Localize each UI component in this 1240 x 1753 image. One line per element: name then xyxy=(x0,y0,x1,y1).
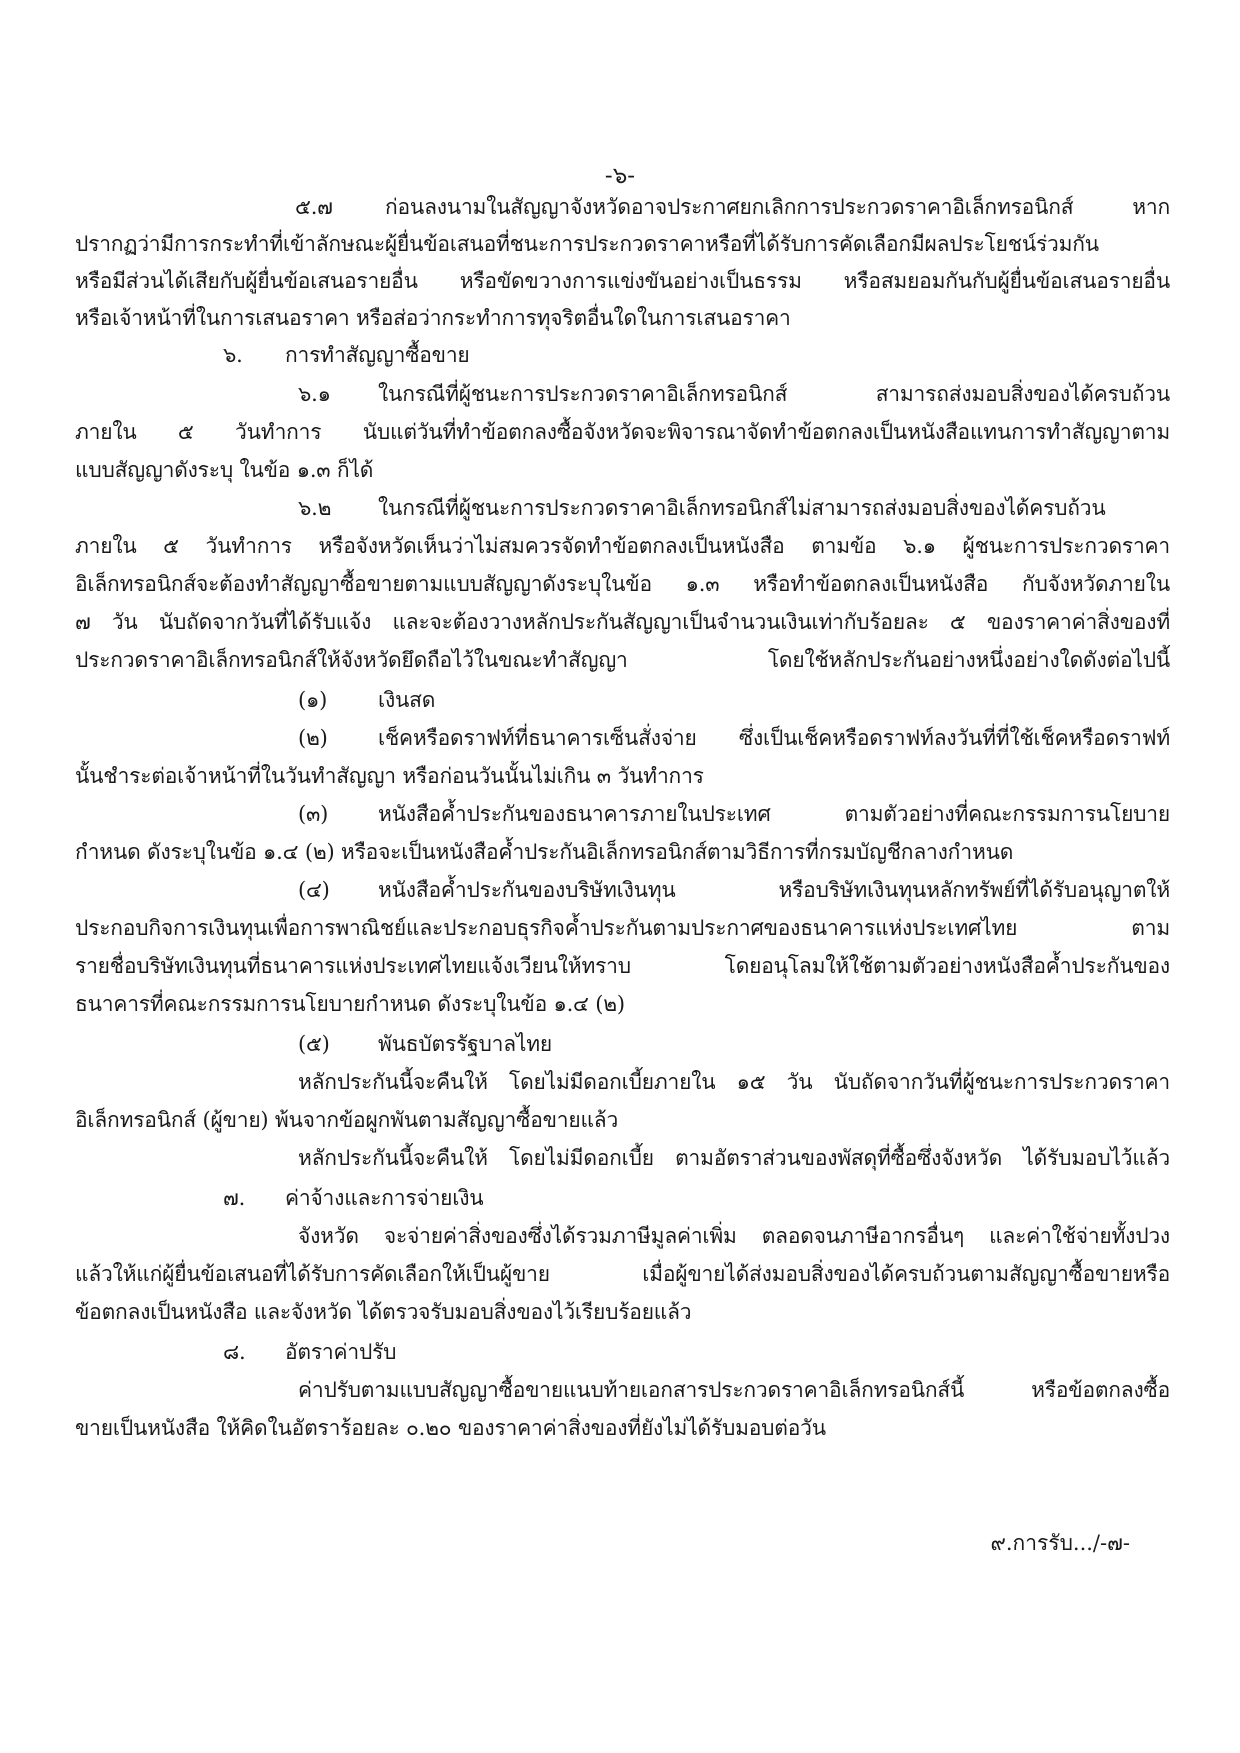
section-7-heading: ๗. ค่าจ้างและการจ่ายเงิน xyxy=(223,1181,823,1215)
guarantee-1: (๑) เงินสด xyxy=(298,683,898,717)
continuation-footer: ๙.การรับ.../-๗- xyxy=(990,1531,1130,1555)
return-paragraph-1-line-1: หลักประกันนี้จะคืนให้ โดยไม่มีดอกเบี้ยภายใน ๑๕ วัน นับถัดจากวันที่ผู้ชนะการประกวดราคา xyxy=(298,1070,1170,1094)
section-8-heading: ๘. อัตราค่าปรับ xyxy=(223,1335,823,1369)
clause-number: ๖.๑ xyxy=(298,382,331,406)
guarantee-5: (๕) พันธบัตรรัฐบาลไทย xyxy=(298,1027,898,1061)
paragraph-5-7-line-4: หรือเจ้าหน้าที่ในการเสนอราคา หรือส่อว่ากระทำการทุจริตอื่นใดในการเสนอราคา xyxy=(75,306,791,330)
paragraph-6-2-line-5: ประกวดราคาอิเล็กทรอนิกส์ให้จังหวัดยึดถือไว้ในขณะทำสัญญา โดยใช้หลักประกันอย่างหนึ่งอย่างใดดังต่อไปนี้ xyxy=(75,648,1170,672)
guarantee-4-line-3: รายชื่อบริษัทเงินทุนที่ธนาคารแห่งประเทศไทยแจ้งเวียนให้ทราบ โดยอนุโลมให้ใช้ตามตัวอย่างหนังสือค้ำประกันของ xyxy=(75,954,1170,978)
guarantee-4-line-4: ธนาคารที่คณะกรรมการนโยบายกำหนด ดังระบุในข้อ ๑.๔ (๒) xyxy=(75,992,625,1016)
paragraph-6-1-line-2: ภายใน ๕ วันทำการ นับแต่วันที่ทำข้อตกลงซื้อจังหวัดจะพิจารณาจัดทำข้อตกลงเป็นหนังสือแทนการทำสัญญาตาม xyxy=(75,420,1170,444)
section-6-heading: ๖. การทำสัญญาซื้อขาย xyxy=(223,338,823,372)
guarantee-4-line-2: ประกอบกิจการเงินทุนเพื่อการพาณิชย์และประกอบธุรกิจค้ำประกันตามประกาศของธนาคารแห่งประเทศไทย ตาม xyxy=(75,916,1170,940)
clause-number: ๕.๗ xyxy=(295,195,333,219)
item-number: (๔) xyxy=(298,878,330,902)
guarantee-3-line-2: กำหนด ดังระบุในข้อ ๑.๔ (๒) หรือจะเป็นหนังสือค้ำประกันอิเล็กทรอนิกส์ตามวิธีการที่กรมบัญชีกลางกำหนด xyxy=(75,840,1014,864)
clause-number: ๖. xyxy=(223,343,243,367)
paragraph-6-2-line-3: อิเล็กทรอนิกส์จะต้องทำสัญญาซื้อขายตามแบบสัญญาดังระบุในข้อ ๑.๓ หรือทำข้อตกลงเป็นหนังสือ กับจังหวัดภายใน xyxy=(75,572,1170,596)
guarantee-4-line-1: (๔) หนังสือค้ำประกันของบริษัทเงินทุน หรือบริษัทเงินทุนหลักทรัพย์ที่ได้รับอนุญาตให้ xyxy=(298,873,1170,907)
paragraph-6-1-line-3: แบบสัญญาดังระบุ ในข้อ ๑.๓ ก็ได้ xyxy=(75,458,374,482)
page-number: -๖- xyxy=(604,163,636,189)
paragraph-6-2-line-2: ภายใน ๕ วันทำการ หรือจังหวัดเห็นว่าไม่สมควรจัดทำข้อตกลงเป็นหนังสือ ตามข้อ ๖.๑ ผู้ชนะการประกวดราคา xyxy=(75,534,1170,558)
guarantee-2-line-2: นั้นชำระต่อเจ้าหน้าที่ในวันทำสัญญา หรือก่อนวันนั้นไม่เกิน ๓ วันทำการ xyxy=(75,764,704,788)
clause-number: ๘. xyxy=(223,1340,246,1364)
item-number: (๒) xyxy=(298,726,328,750)
paragraph-5-7-line-1: ๕.๗ ก่อนลงนามในสัญญาจังหวัดอาจประกาศยกเลิกการประกวดราคาอิเล็กทรอนิกส์ หาก xyxy=(75,190,1170,224)
guarantee-2-line-1: (๒) เช็คหรือดราฟท์ที่ธนาคารเซ็นสั่งจ่าย ซึ่งเป็นเช็คหรือดราฟท์ลงวันที่ที่ใช้เช็คหรือดราฟท์ xyxy=(298,721,1170,755)
clause-number: ๖.๒ xyxy=(298,496,332,520)
item-number: (๓) xyxy=(298,802,329,826)
clause-number: ๗. xyxy=(223,1186,246,1210)
section-7-line-2: แล้วให้แก่ผู้ยื่นข้อเสนอที่ได้รับการคัดเลือกให้เป็นผู้ขาย เมื่อผู้ขายได้ส่งมอบสิ่งของได้ครบถ้วนตามสัญญาซื้อขายหรือ xyxy=(75,1262,1170,1286)
item-number: (๕) xyxy=(298,1032,330,1056)
return-paragraph-2: หลักประกันนี้จะคืนให้ โดยไม่มีดอกเบี้ย ตามอัตราส่วนของพัสดุที่ซื้อซึ่งจังหวัด ได้รับมอบไว้แล้ว xyxy=(298,1146,1170,1170)
paragraph-5-7-line-3: หรือมีส่วนได้เสียกับผู้ยื่นข้อเสนอรายอื่น หรือขัดขวางการแข่งขันอย่างเป็นธรรม หรือสมยอมกันกับผู้ยื่นข้อเสนอรายอื่น xyxy=(75,269,1170,293)
section-7-line-3: ข้อตกลงเป็นหนังสือ และจังหวัด ได้ตรวจรับมอบสิ่งของไว้เรียบร้อยแล้ว xyxy=(75,1300,692,1324)
section-7-line-1: จังหวัด จะจ่ายค่าสิ่งของซึ่งได้รวมภาษีมูลค่าเพิ่ม ตลอดจนภาษีอากรอื่นๆ และค่าใช้จ่ายทั้งปวง xyxy=(298,1224,1170,1248)
paragraph-6-1-line-1: ๖.๑ ในกรณีที่ผู้ชนะการประกวดราคาอิเล็กทรอนิกส์ สามารถส่งมอบสิ่งของได้ครบถ้วน xyxy=(298,377,1170,411)
paragraph-6-2-line-4: ๗ วัน นับถัดจากวันที่ได้รับแจ้ง และจะต้องวางหลักประกันสัญญาเป็นจำนวนเงินเท่ากับร้อยละ ๕ ของราคาค่าสิ่งของที่ xyxy=(75,610,1170,634)
paragraph-6-2-line-1: ๖.๒ ในกรณีที่ผู้ชนะการประกวดราคาอิเล็กทรอนิกส์ไม่สามารถส่งมอบสิ่งของได้ครบถ้วน xyxy=(298,491,1170,525)
section-8-line-2: ขายเป็นหนังสือ ให้คิดในอัตราร้อยละ ๐.๒๐ ของราคาค่าสิ่งของที่ยังไม่ได้รับมอบต่อวัน xyxy=(75,1416,826,1440)
paragraph-5-7-line-2: ปรากฏว่ามีการกระทำที่เข้าลักษณะผู้ยื่นข้อเสนอที่ชนะการประกวดราคาหรือที่ได้รับการคัดเลือกมีผลประโยชน์ร่วมกัน xyxy=(75,232,1099,256)
guarantee-3-line-1: (๓) หนังสือค้ำประกันของธนาคารภายในประเทศ ตามตัวอย่างที่คณะกรรมการนโยบาย xyxy=(298,797,1170,831)
section-8-line-1: ค่าปรับตามแบบสัญญาซื้อขายแนบท้ายเอกสารประกวดราคาอิเล็กทรอนิกส์นี้ หรือข้อตกลงซื้อ xyxy=(298,1378,1170,1402)
item-number: (๑) xyxy=(298,688,328,712)
return-paragraph-1-line-2: อิเล็กทรอนิกส์ (ผู้ขาย) พ้นจากข้อผูกพันตามสัญญาซื้อขายแล้ว xyxy=(75,1108,619,1132)
